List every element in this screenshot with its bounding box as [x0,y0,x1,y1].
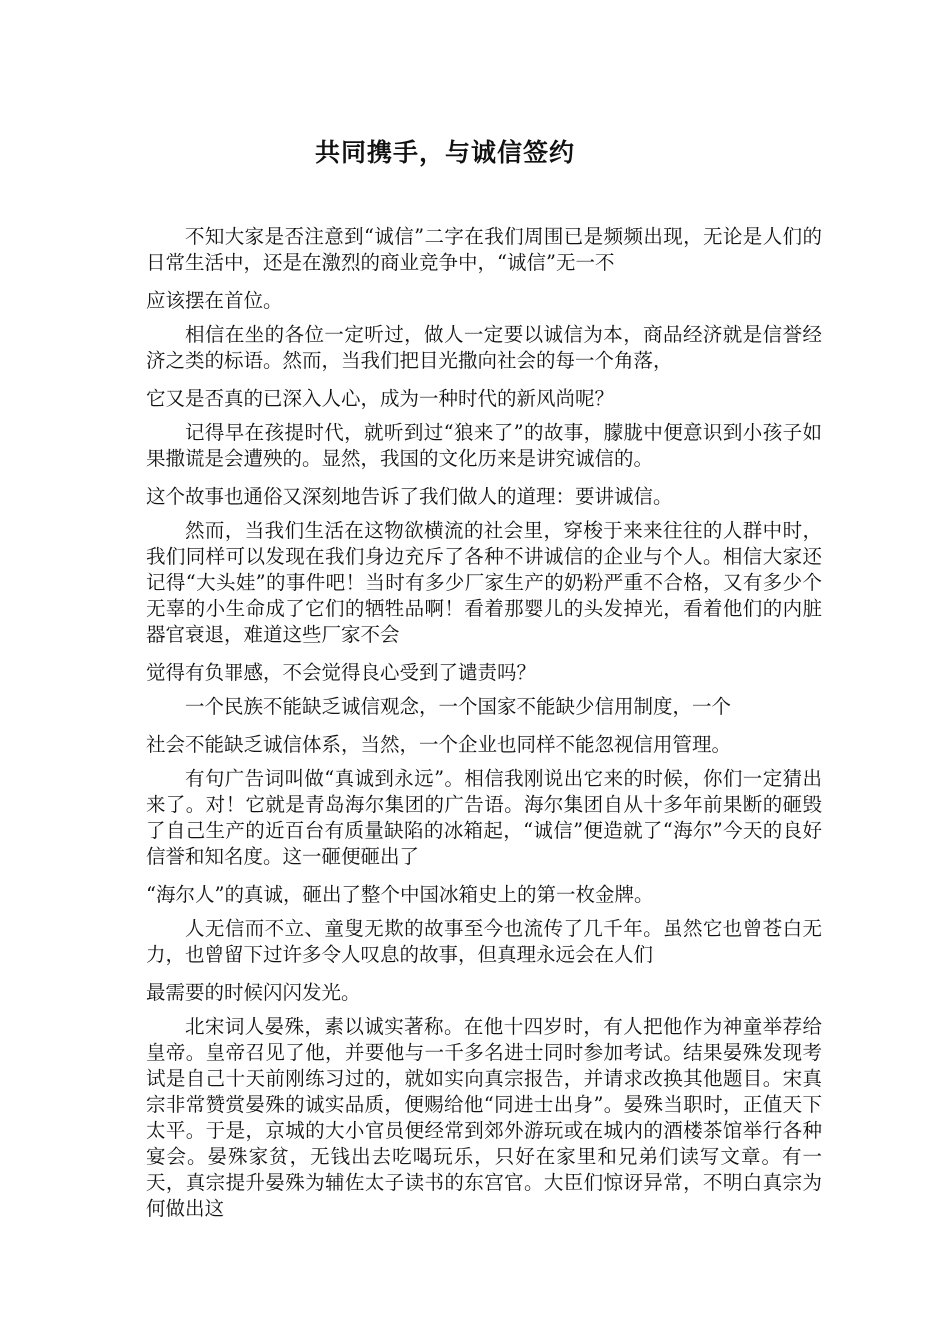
paragraph-7-last-line: 最需要的时候闪闪发光。 [146,981,361,1004]
paragraph-6-last-line: “海尔人”的真诚，砸出了整个中国冰箱史上的第一枚金牌。 [146,883,654,906]
paragraph-4 [146,518,822,686]
paragraph-7-text: 人无信而不立、童叟无欺的故事至今也流传了几千年。虽然它也曾苍白无力，也曾留下过许多令人叹息的故事，但真理永远会在人们 [146,917,822,966]
paragraph-5 [146,694,822,758]
paragraph-5-last-line: 社会不能缺乏诚信体系，当然，一个企业也同样不能忽视信用管理。 [146,733,732,756]
paragraph-2 [146,322,822,412]
paragraph-6 [146,766,822,908]
paragraph-8 [146,1014,822,1222]
paragraph-3-last-line: 这个故事也通俗又深刻地告诉了我们做人的道理：要讲诚信。 [146,485,673,508]
paragraph-4-last-line: 觉得有负罪感，不会觉得良心受到了谴责吗？ [146,661,537,684]
paragraph-1-last-line: 应该摆在首位。 [146,289,283,312]
paragraph-3 [146,420,822,510]
paragraph-1-text: 不知大家是否注意到“诚信”二字在我们周围已是频频出现，无论是人们的日常生活中，还是在激烈的商业竞争中，“诚信”无一不 [146,225,822,274]
paragraph-4-text: 然而，当我们生活在这物欲横流的社会里，穿梭于来来往往的人群中时，我们同样可以发现在我们身边充斥了各种不讲诚信的企业与个人。相信大家还记得“大头娃”的事件吧！当时有多少厂家生产的奶粉严重不合格，又有多少个无辜的小生命成了它们的牺牲品啊！看着那婴儿的头发掉光，看着他们的内脏器官衰退，难道这些厂家不会 [146,519,822,646]
paragraph-1 [146,224,822,314]
paragraph-5-text: 一个民族不能缺乏诚信观念，一个国家不能缺少信用制度，一个 [185,695,732,718]
paragraph-8-text: 北宋词人晏殊，素以诚实著称。在他十四岁时，有人把他作为神童举荐给皇帝。皇帝召见了他，并要他与一千多名进士同时参加考试。结果晏殊发现考试是自己十天前刚练习过的，就如实向真宗报告，并请求改换其他题目。宋真宗非常赞赏晏殊的诚实品质，便赐给他“同进士出身”。晏殊当职时，正值天下太平。于是，京城的大小官员便经常到郊外游玩或在城内的酒楼茶馆举行各种宴会。晏殊家贫，无钱出去吃喝玩乐，只好在家里和兄弟们读写文章。有一天，真宗提升晏殊为辅佐太子读书的东宫官。大臣们惊讶异常，不明白真宗为何做出这 [146,1015,822,1220]
page-title: 共同携手，与诚信签约 [314,138,575,167]
paragraph-2-last-line: 它又是否真的已深入人心，成为一种时代的新风尚呢？ [146,387,615,410]
paragraph-3-text: 记得早在孩提时代，就听到过“狼来了”的故事，朦胧中便意识到小孩子如果撒谎是会遭殃的。显然，我国的文化历来是讲究诚信的。 [146,421,822,470]
paragraph-2-text: 相信在坐的各位一定听过，做人一定要以诚信为本，商品经济就是信誉经济之类的标语。然而，当我们把目光撒向社会的每一个角落， [146,323,822,372]
paragraph-7 [146,916,822,1006]
paragraph-6-text: 有句广告词叫做“真诚到永远”。相信我刚说出它来的时候，你们一定猜出来了。对！它就是青岛海尔集团的广告语。海尔集团自从十多年前果断的砸毁了自己生产的近百台有质量缺陷的冰箱起，“诚信”便造就了“海尔”今天的良好信誉和知名度。这一砸便砸出了 [146,767,822,868]
document-body [146,224,822,1230]
